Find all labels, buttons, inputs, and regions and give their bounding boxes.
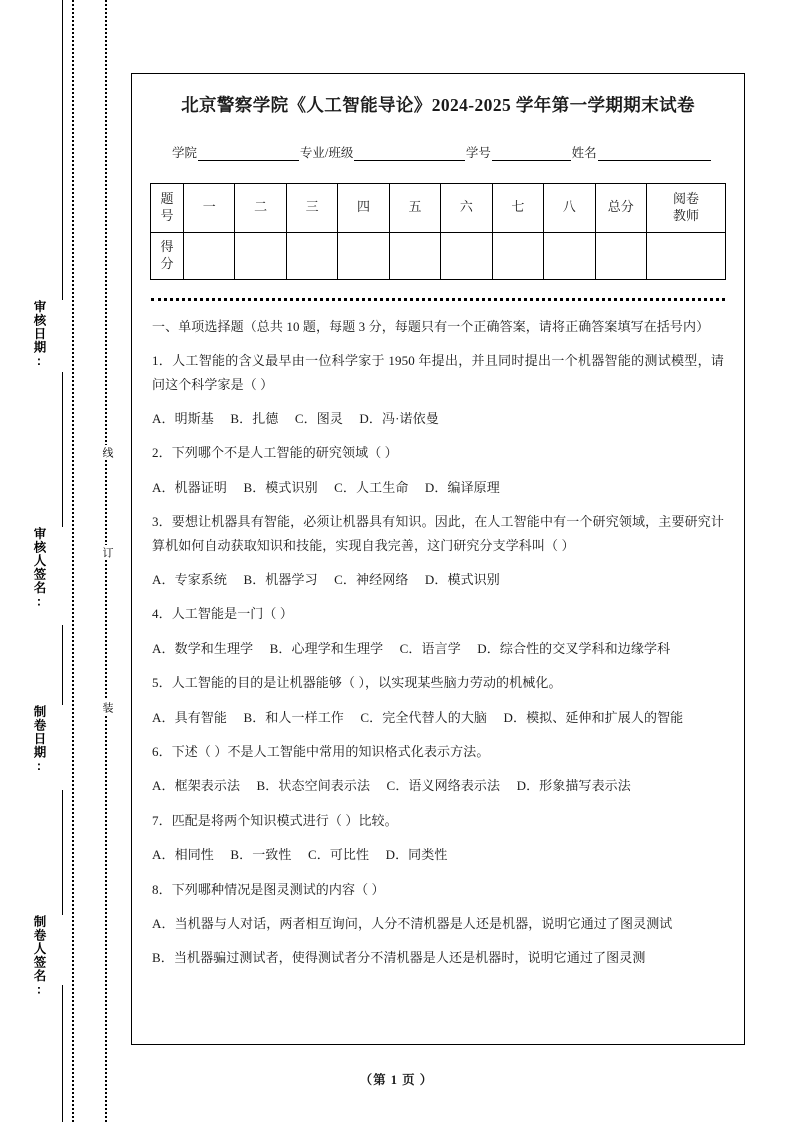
score-cell-grader[interactable] [647,232,726,279]
question-5 [150,671,726,729]
question-stem: 4．人工智能是一门（ ） [152,606,293,622]
margin-label-reviewer-signature: 审核人签名: [32,527,46,610]
score-table-col-6: 六 [441,183,492,232]
question-6 [150,740,726,798]
page-footer: （第 1 页 ） [359,1073,434,1087]
section-heading-multiple-choice: 一、单项选择题（总共 10 题，每题 3 分，每题只有一个正确答案，请将正确答案填写在括号内） [152,318,710,334]
score-cell-8[interactable] [544,232,595,279]
question-option-b[interactable]: B．当机器骗过测试者，使得测试者分不清机器是人还是机器时，说明它通过了图灵测 [152,950,646,966]
score-table-col-grader [647,183,726,232]
margin-label-review-date: 审核日期: [32,300,46,369]
score-cell-total[interactable] [595,232,647,279]
score-cell-3[interactable] [286,232,337,279]
info-input-major-class[interactable] [354,147,464,161]
binding-margin [0,0,131,1122]
margin-rule-mid-lower [62,625,63,705]
score-table-col-5: 五 [389,183,440,232]
question-4 [150,602,726,660]
question-options[interactable]: A．框架表示法 B．状态空间表示法 C．语义网络表示法 D．形象描写表示法 [152,778,631,794]
question-stem: 6．下述（ ）不是人工智能中常用的知识格式化表示方法。 [152,743,490,759]
question-stem: 1．人工智能的含义最早由一位科学家于 1950 年提出，并且同时提出一个机器智能的测试模型，请问这个科学家是（ ） [152,353,724,392]
question-stem: 3．要想让机器具有智能，必须让机器具有知识。因此，在人工智能中有一个研究领域，主要研究计算机如何自动获取知识和技能，实现自我完善，这门研究分支学科叫（ ） [152,514,724,553]
margin-rule-tail [62,985,63,1122]
binding-marker-staple: 订 [101,547,113,558]
score-label-line2: 分 [160,255,174,271]
exam-page-frame [131,73,745,1045]
info-input-student-id[interactable] [492,147,571,161]
question-options[interactable]: A．明斯基 B．扎德 C．图灵 D．冯·诺依曼 [152,411,439,427]
question-options[interactable]: A．专家系统 B．机器学习 C．神经网络 D．模式识别 [152,572,500,588]
question-stem: 2．下列哪个不是人工智能的研究领域（ ） [152,445,398,461]
question-options[interactable]: A．数学和生理学 B．心理学和生理学 C．语言学 D．综合性的交叉学科和边缘学科 [152,640,671,656]
binding-marker-line: 线 [101,447,113,458]
score-cell-2[interactable] [235,232,286,279]
question-stem: 7．匹配是将两个知识模式进行（ ）比较。 [152,812,398,828]
score-table-row-label-question [151,183,184,232]
margin-label-produce-date: 制卷日期: [32,705,46,774]
page-title: 北京警察学院《人工智能导论》2024‑2025 学年第一学期期末试卷 [181,95,695,115]
question-7 [150,809,726,867]
question-1 [150,349,726,430]
score-table [150,183,726,280]
score-table-col-3: 三 [286,183,337,232]
score-cell-1[interactable] [184,232,235,279]
question-stem: 5．人工智能的目的是让机器能够（ ），以实现某些脑力劳动的机械化。 [152,675,562,691]
section-divider [151,298,725,301]
score-table-col-8: 八 [544,183,595,232]
question-2 [150,441,726,499]
grader-label-line2: 教师 [672,207,699,223]
margin-label-producer-signature: 制卷人签名: [32,915,46,998]
info-label-major-class: 专业/班级 [299,145,354,160]
margin-rule-bottom [62,790,63,915]
margin-dashed-line-inner [105,0,107,1122]
margin-rule-top [62,0,63,300]
question-options[interactable]: A．相同性 B．一致性 C．可比性 D．同类性 [152,847,448,863]
question-3 [150,510,726,591]
info-input-college[interactable] [198,147,299,161]
score-table-col-2: 二 [235,183,286,232]
score-cell-6[interactable] [441,232,492,279]
score-cell-7[interactable] [492,232,543,279]
question-option-a[interactable]: A．当机器与人对话，两者相互询问，人分不清机器是人还是机器，说明它通过了图灵测试 [152,915,673,931]
question-options[interactable]: A．具有智能 B．和人一样工作 C．完全代替人的大脑 D．模拟、延伸和扩展人的智能 [152,709,684,725]
score-table-col-1: 一 [184,183,235,232]
row-label-line2: 号 [160,207,174,223]
score-label-line1: 得 [160,239,174,255]
score-cell-4[interactable] [338,232,389,279]
question-stem: 8．下列哪种情况是图灵测试的内容（ ） [152,881,385,897]
table-row-scores [151,232,726,279]
binding-marker-bind: 装 [101,702,113,713]
margin-dashed-line-outer [72,0,74,1122]
question-options[interactable]: A．机器证明 B．模式识别 C．人工生命 D．编译原理 [152,479,500,495]
row-label-line1: 题 [160,191,174,207]
score-table-row-label-score [151,232,184,279]
score-table-col-7: 七 [492,183,543,232]
info-input-name[interactable] [598,147,711,161]
grader-label-line1: 阅卷 [672,191,699,207]
student-info-row [172,143,712,161]
info-label-college: 学院 [172,145,198,160]
question-8 [150,878,726,970]
margin-rule-mid-upper [62,372,63,527]
score-table-col-total: 总分 [595,183,647,232]
table-row-question-numbers [151,183,726,232]
info-label-student-id: 学号 [465,145,491,160]
score-table-col-4: 四 [338,183,389,232]
score-cell-5[interactable] [389,232,440,279]
info-label-name: 姓名 [571,145,597,160]
